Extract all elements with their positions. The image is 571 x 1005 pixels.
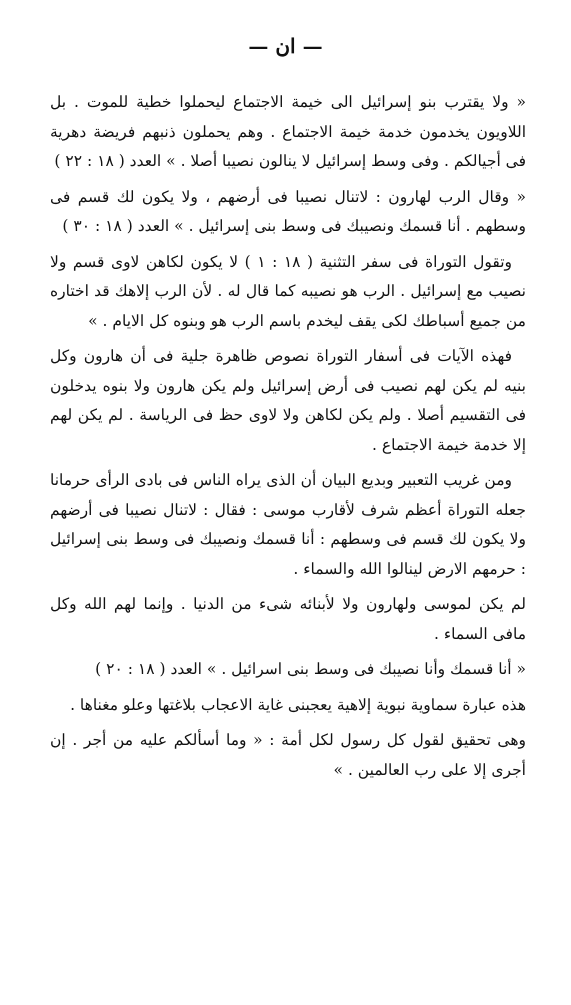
paragraph-commentary-honor: ومن غريب التعبير وبديع البيان أن الذى يراه الناس فى بادى الرأى حرمانا جعله التوراة أعظم شرف لأقارب موسى : فقال : لاتنال نصيبا فى أرضهم ولا يكون لك قسم فى وسطهم : أنا قسمك ونصيبك فى وسط بنى إسرائيل : حرمهم الارض لينالوا الله والسماء . — [50, 471, 526, 578]
paragraph-moses-aaron: لم يكن لموسى ولهارون ولا لأبنائه شىء من الدنيا . وإنما لهم الله وكل مافى السماء . — [50, 595, 526, 643]
paragraph-numbers-18-30: « وقال الرب لهارون : لاتنال نصيبا فى أرضهم ، ولا يكون لك قسم فى وسطهم . أنا قسمك ونصيبك فى وسط بنى إسرائيل . » العدد ( ١٨ : ٣٠ ) — [50, 187, 526, 235]
paragraph-deuteronomy-18-1: وتقول التوراة فى سفر التثنية ( ١٨ : ١ ) لا يكون لكاهن لاوى قسم ولا نصيب مع إسرائيل . الرب هو نصيبه كما قال له . لأن الرب إلاهك قد اختاره من جميع أسباطك لكى يقف ليخدم باسم الرب هو وبنوه كل الايام . » — [50, 252, 526, 330]
paragraph-eloquence: هذه عبارة سماوية نبوية إلاهية يعجبنى غاية الاعجاب بلاغتها وعلو مغناها . — [70, 695, 526, 714]
paragraph-numbers-18-20: « أنا قسمك وأنا نصيبك فى وسط بنى اسرائيل . » العدد ( ١٨ : ٢٠ ) — [95, 660, 526, 678]
page-body — [50, 88, 526, 791]
paragraph-commentary-no-inheritance: فهذه الآيات فى أسفار التوراة نصوص ظاهرة جلية فى أن هارون وكل بنيه لم يكن لهم نصيب فى أرض إسرائيل ولم يكن هارون ولا بنوه يدخلون فى التقسيم أصلا . ولم يكن لكاهن ولا لاوى حظ فى الرياسة . لم يكن لهم إلا خدمة خيمة الاجتماع . — [50, 347, 526, 454]
page-header: — ان — — [248, 34, 323, 58]
paragraph-every-messenger: وهى تحقيق لقول كل رسول لكل أمة : « وما أسألكم عليه من أجر . إن أجرى إلا على رب العالمين . » — [50, 731, 526, 779]
paragraph-numbers-18-22: « ولا يقترب بنو إسرائيل الى خيمة الاجتماع ليحملوا خطية للموت . بل اللاويون يخدمون خدمة خيمة الاجتماع . وهم يحملون ذنبهم فريضة دهرية فى أجيالكم . وفى وسط إسرائيل لا ينالون نصيبا أصلا . » العدد ( ١٨ : ٢٢ ) — [50, 93, 526, 170]
